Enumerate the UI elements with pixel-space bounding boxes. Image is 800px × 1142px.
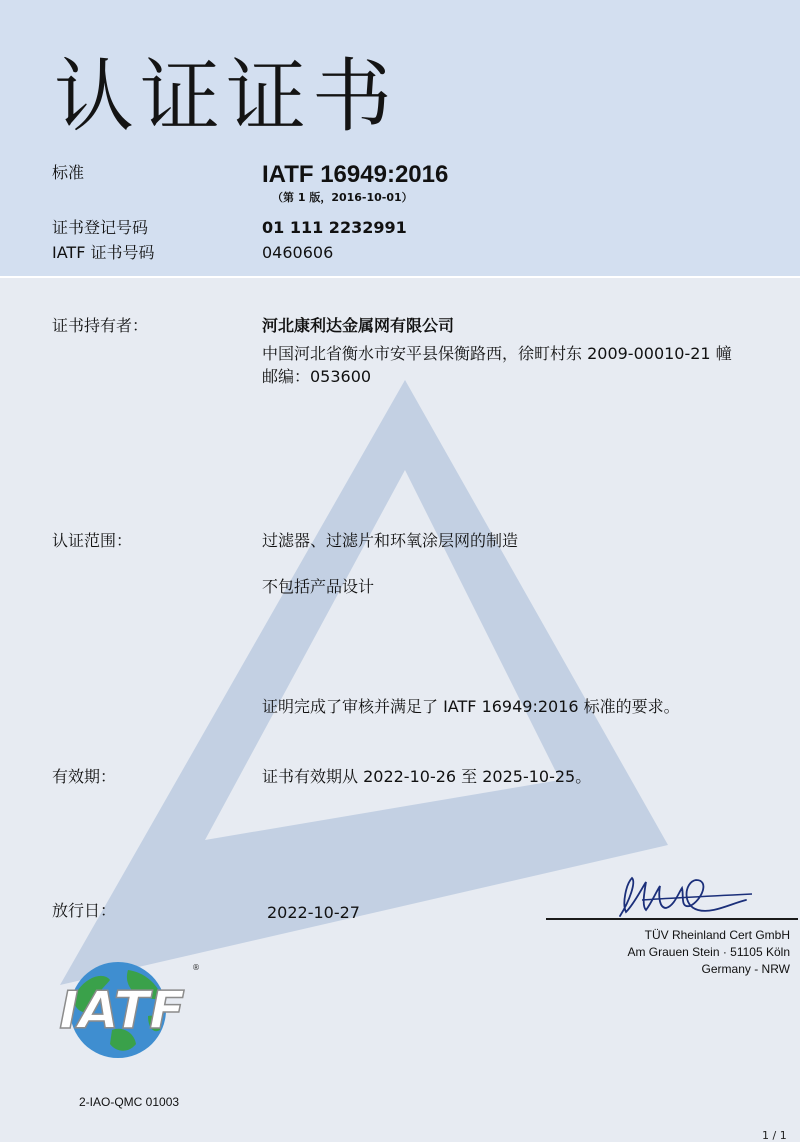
issuer-country: Germany - NRW — [701, 962, 790, 976]
iatf-number-value: 0460606 — [262, 243, 334, 262]
validity-label: 有效期： — [52, 767, 117, 786]
standard-value: IATF 16949:2016 — [262, 161, 449, 188]
holder-postcode: 邮编：053600 — [262, 367, 372, 386]
standard-edition: （第 1 版，2016-10-01） — [272, 191, 413, 204]
validity-value: 证书有效期从 2022-10-26 至 2025-10-25。 — [262, 767, 592, 786]
issuer-block — [627, 927, 790, 978]
registration-value: 01 111 2232991 — [262, 218, 407, 237]
logo-lettering: IATF — [59, 981, 185, 1041]
registration-label: 证书登记号码 — [52, 218, 149, 237]
issue-date-label: 放行日： — [52, 901, 117, 920]
certificate-title: 认证证书 — [54, 50, 398, 143]
scope-label: 认证范围： — [52, 531, 133, 550]
signature-scribble — [612, 870, 762, 922]
iatf-number-label: IATF 证书号码 — [52, 243, 155, 262]
standard-label: 标准 — [52, 163, 85, 182]
issuer-address: Am Grauen Stein · 51105 Köln — [627, 945, 790, 959]
conformity-statement: 证明完成了审核并满足了 IATF 16949:2016 标准的要求。 — [262, 697, 680, 716]
issue-date-value: 2022-10-27 — [267, 903, 360, 922]
holder-label: 证书持有者： — [52, 316, 149, 335]
issuer-name: TÜV Rheinland Cert GmbH — [644, 928, 790, 942]
svg-text:®: ® — [192, 963, 200, 972]
page-number: 1 / 1 — [762, 1129, 787, 1142]
signature-line — [546, 918, 798, 920]
scope-line-1: 过滤器、过滤片和环氧涂层网的制造 — [262, 531, 519, 550]
scope-line-2: 不包括产品设计 — [262, 577, 375, 596]
logo-code: 2-IAO-QMC 01003 — [79, 1095, 180, 1109]
iatf-globe-logo — [52, 950, 202, 1065]
holder-address: 中国河北省衡水市安平县保衡路西，徐町村东 2009-00010-21 幢 — [262, 344, 732, 363]
holder-name: 河北康利达金属网有限公司 — [262, 316, 455, 335]
